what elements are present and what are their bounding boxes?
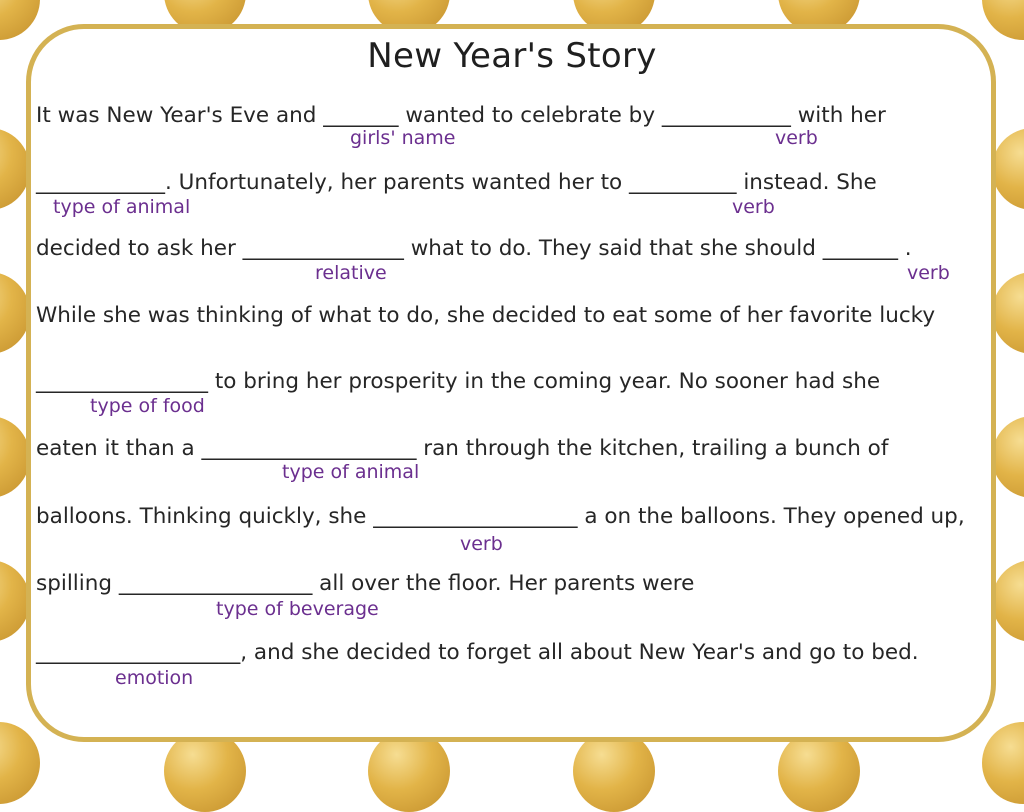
blank-hint: verb	[732, 196, 775, 218]
blank-hint: verb	[460, 533, 503, 555]
story-line-6: eaten it than a ____________________ ran through the kitchen, trailing a bunch of	[36, 436, 889, 461]
story-line-4: While she was thinking of what to do, she decided to eat some of her favorite lucky	[36, 303, 936, 328]
gold-dot-decoration	[992, 128, 1024, 210]
blank-hint: relative	[315, 262, 387, 284]
gold-dot-decoration	[992, 560, 1024, 642]
gold-dot-decoration	[992, 272, 1024, 354]
gold-dot-decoration	[164, 730, 246, 812]
story-line-1: It was New Year's Eve and _______ wanted to celebrate by ____________ with her	[36, 103, 886, 128]
story-line-7: balloons. Thinking quickly, she ___________________ a on the balloons. They opened up,	[36, 504, 965, 529]
gold-dot-decoration	[982, 722, 1024, 804]
blank-hint: type of beverage	[216, 598, 379, 620]
story-line-9: ___________________, and she decided to forget all about New Year's and go to bed.	[36, 640, 919, 665]
gold-dot-decoration	[0, 0, 40, 40]
gold-dot-decoration	[368, 730, 450, 812]
gold-dot-decoration	[573, 730, 655, 812]
story-line-2: ____________. Unfortunately, her parents wanted her to __________ instead. She	[36, 170, 877, 195]
blank-hint: type of animal	[53, 196, 191, 218]
blank-hint: girls' name	[350, 127, 456, 149]
gold-dot-decoration	[992, 416, 1024, 498]
story-line-5: ________________ to bring her prosperity in the coming year. No sooner had she	[36, 369, 881, 394]
blank-hint: type of food	[90, 395, 205, 417]
story-title: New Year's Story	[367, 36, 657, 76]
gold-dot-decoration	[0, 722, 40, 804]
gold-dot-decoration	[982, 0, 1024, 40]
story-line-3: decided to ask her _______________ what to do. They said that she should _______ .	[36, 236, 912, 261]
gold-dot-decoration	[778, 730, 860, 812]
blank-hint: verb	[775, 127, 818, 149]
story-line-8: spilling __________________ all over the floor. Her parents were	[36, 571, 695, 596]
blank-hint: verb	[907, 262, 950, 284]
blank-hint: emotion	[115, 667, 194, 689]
blank-hint: type of animal	[282, 461, 420, 483]
